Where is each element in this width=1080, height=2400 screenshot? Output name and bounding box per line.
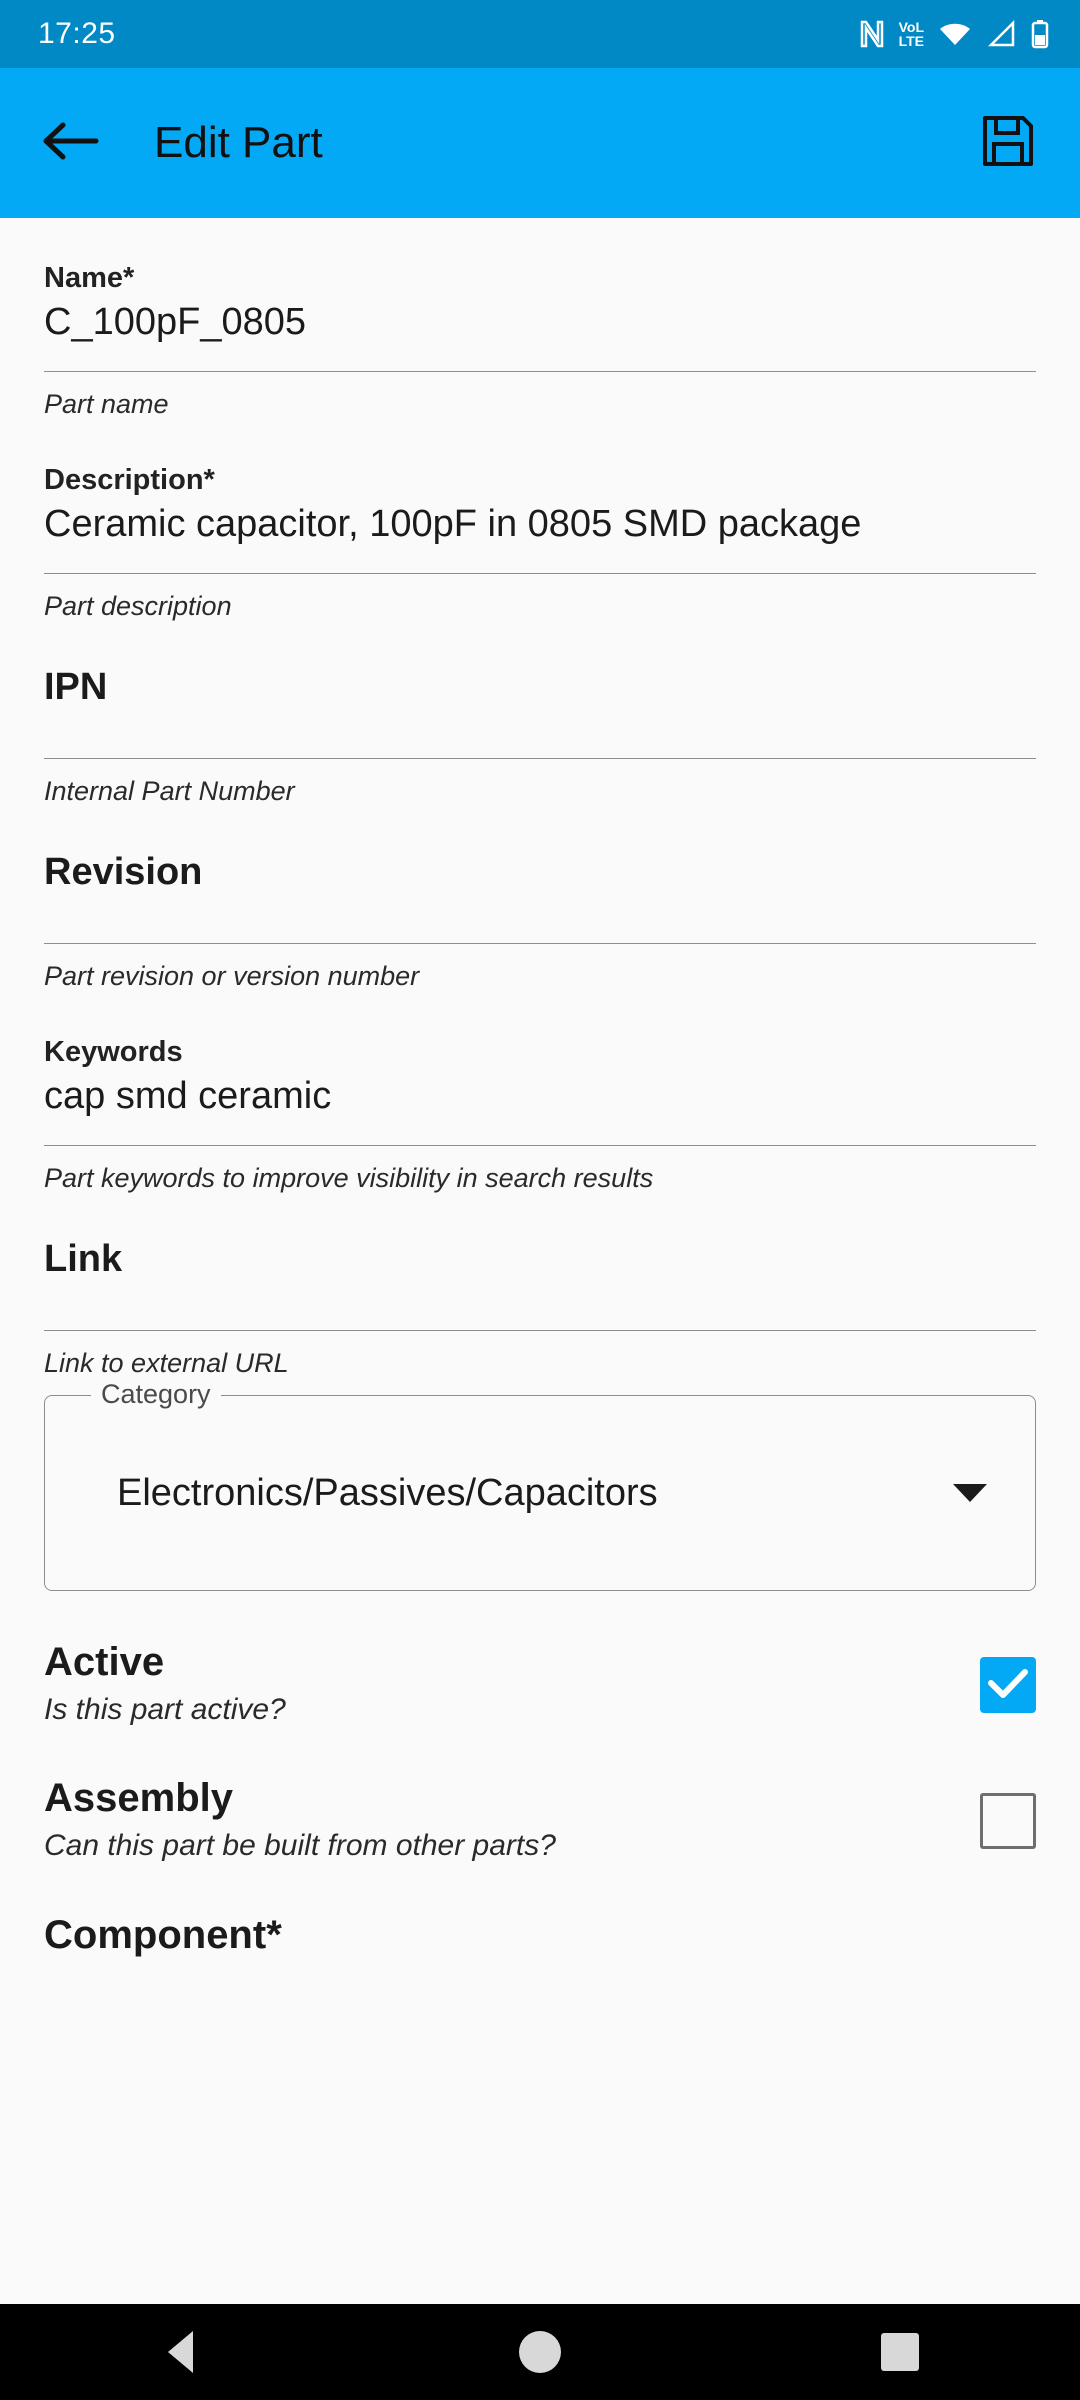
nav-back-icon <box>168 2331 193 2373</box>
back-arrow-icon <box>42 120 98 167</box>
field-link[interactable] <box>44 1194 1036 1379</box>
assembly-checkbox[interactable] <box>980 1793 1036 1849</box>
assembly-row[interactable] <box>44 1727 1036 1863</box>
nav-home-icon <box>519 2331 561 2373</box>
field-helper: Internal Part Number <box>44 776 295 806</box>
field-description[interactable] <box>44 420 1036 622</box>
category-legend: Category <box>91 1379 221 1410</box>
ipn-label: IPN <box>44 666 108 708</box>
battery-icon <box>1030 19 1050 49</box>
field-divider <box>44 371 1036 372</box>
nav-recents-icon <box>881 2333 919 2371</box>
signal-icon <box>986 21 1016 47</box>
chevron-down-icon <box>953 1484 987 1502</box>
field-divider <box>44 943 1036 944</box>
nav-back-button[interactable] <box>120 2304 240 2400</box>
wifi-icon <box>938 21 972 47</box>
name-input[interactable]: C_100pF_0805 <box>44 301 306 343</box>
revision-label: Revision <box>44 851 203 893</box>
field-revision[interactable] <box>44 807 1036 992</box>
category-value: Electronics/Passives/Capacitors <box>117 1471 658 1514</box>
field-keywords[interactable] <box>44 992 1036 1194</box>
assembly-texts <box>44 1775 980 1863</box>
field-helper: Part keywords to improve visibility in search results <box>44 1163 654 1193</box>
checkmark-icon <box>988 1668 1028 1703</box>
field-helper: Part revision or version number <box>44 961 420 991</box>
field-name[interactable] <box>44 218 1036 420</box>
category-dropdown[interactable] <box>44 1379 1036 1591</box>
keywords-input[interactable]: cap smd ceramic <box>44 1075 332 1117</box>
field-helper: Link to external URL <box>44 1348 289 1378</box>
active-subtitle: Is this part active? <box>44 1693 286 1726</box>
field-helper: Part description <box>44 591 232 621</box>
nfc-icon <box>859 19 885 49</box>
field-label: Description* <box>44 464 215 496</box>
status-bar <box>0 0 1080 68</box>
field-divider <box>44 573 1036 574</box>
system-nav-bar <box>0 2304 1080 2400</box>
field-divider <box>44 1330 1036 1331</box>
nav-recents-button[interactable] <box>840 2304 960 2400</box>
field-label: Name* <box>44 262 135 294</box>
save-button[interactable] <box>972 107 1044 179</box>
active-row[interactable] <box>44 1591 1036 1727</box>
back-button[interactable] <box>34 107 106 179</box>
field-divider <box>44 1145 1036 1146</box>
active-checkbox[interactable] <box>980 1657 1036 1713</box>
assembly-title: Assembly <box>44 1776 233 1820</box>
field-ipn[interactable] <box>44 622 1036 807</box>
description-input[interactable]: Ceramic capacitor, 100pF in 0805 SMD package <box>44 503 862 545</box>
field-helper: Part name <box>44 389 169 419</box>
component-title-partial: Component* <box>44 1913 282 1957</box>
nav-home-button[interactable] <box>480 2304 600 2400</box>
field-label: Keywords <box>44 1036 183 1068</box>
volte-icon: VoL LTE <box>898 19 924 49</box>
save-disk-icon <box>981 114 1035 173</box>
link-label: Link <box>44 1238 123 1280</box>
active-title: Active <box>44 1640 165 1684</box>
app-bar <box>0 68 1080 218</box>
status-time: 17:25 <box>38 17 116 50</box>
active-texts <box>44 1639 980 1727</box>
field-divider <box>44 758 1036 759</box>
form-body <box>0 218 1080 2304</box>
page-title: Edit Part <box>154 118 323 167</box>
assembly-subtitle: Can this part be built from other parts? <box>44 1829 556 1862</box>
status-icons <box>859 19 1050 49</box>
